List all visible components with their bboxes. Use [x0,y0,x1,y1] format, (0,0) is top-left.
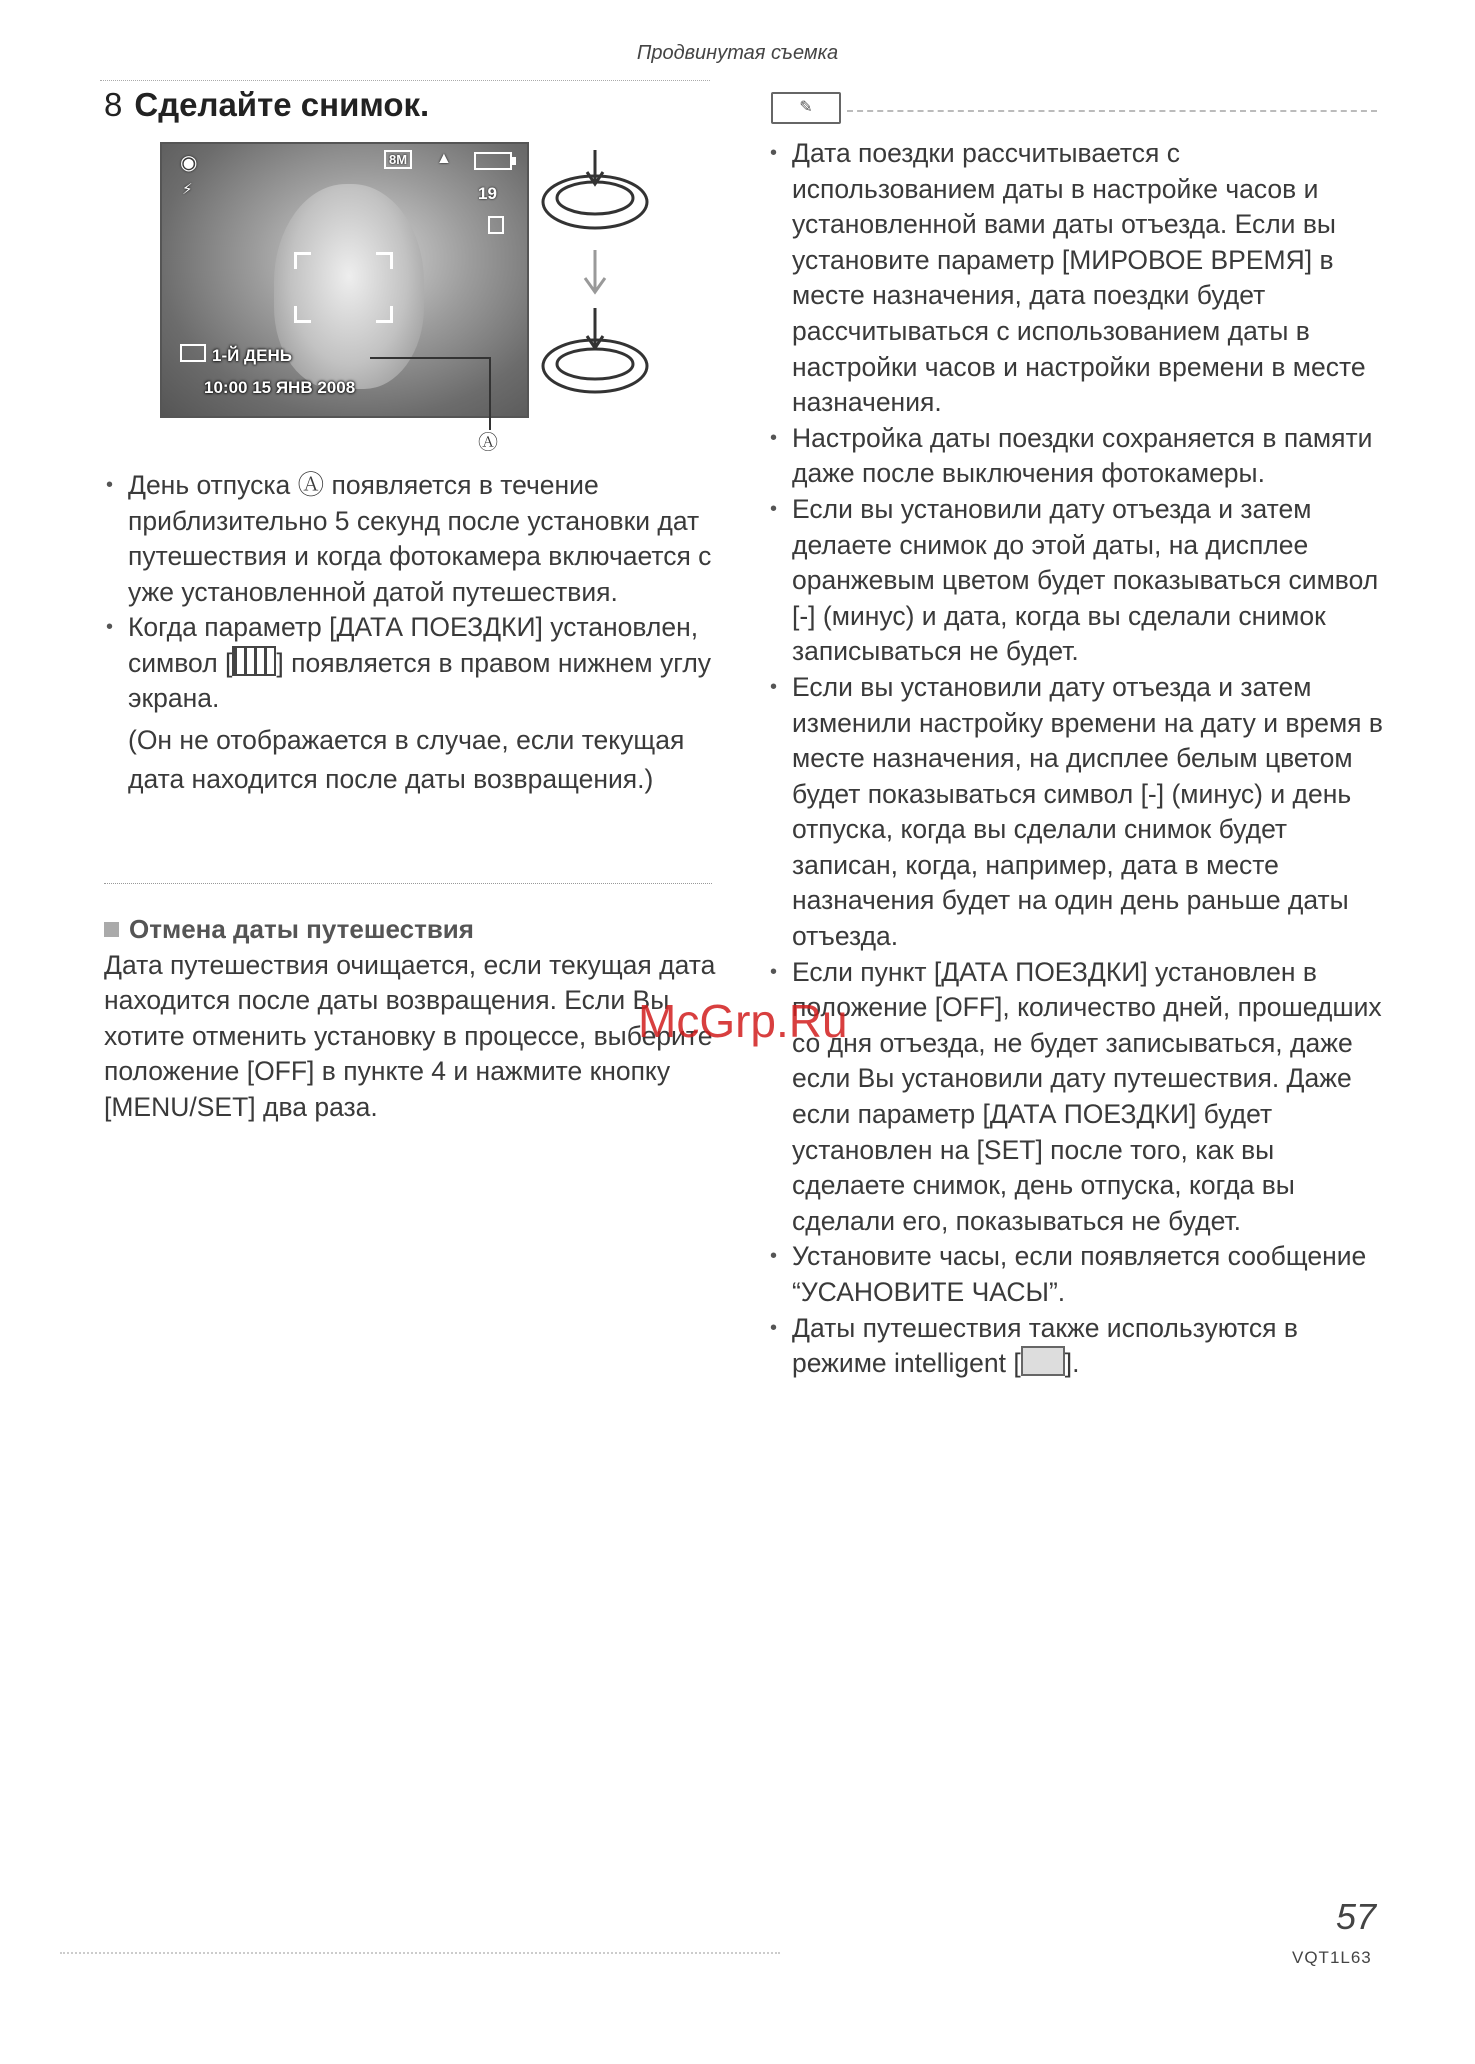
section-heading [104,912,724,948]
note-bullet: • Если пункт [ДАТА ПОЕЗДКИ] установлен в положение [OFF], количество дней, прошедших со дня отъезда, не будет записываться, даже если Вы установили дату путешествия. Даже если параметр [ДАТА ПОЕЗДКИ] будет установлен на [SET] после того, как вы сделаете снимок, день отпуска, когда вы сделали его, показываться не будет. [770,955,1390,1240]
note-text: Даты путешествия также используются в режиме intelligent [ [792,1312,1298,1379]
callout-a-label: Ⓐ [478,432,498,454]
travel-icon [180,344,206,362]
section-heading-text: Отмена даты путешествия [129,914,474,944]
note-bullet: • Дата поездки рассчитывается с использованием даты в настройке часов и установленной вами даты отъезда. Если вы установите параметр [МИРОВОЕ ВРЕМЯ] в месте назначения, дата поездки будет рассчитываться с использованием даты в настройки часов и настройки времени в месте назначения. [770,136,1390,421]
section-divider [104,883,712,884]
note-pencil-icon: ✎ [771,92,841,124]
af-frame-corner [376,306,393,323]
card-icon [488,216,504,234]
step-number: 8 [104,86,123,123]
battery-icon [474,152,512,170]
af-frame-corner [294,306,311,323]
step-title-text: Сделайте снимок. [134,86,430,123]
note-bullet: • Если вы установили дату отъезда и затем изменили настройку времени на дату и время в месте назначения, на дисплее белым цветом будет показываться символ [-] (минус) и день отпуска, когда вы сделали снимок будет записан, когда, например, дата в месте назначения будет на один день раньше даты отъезда. [770,670,1390,955]
note-bullet: • День отпуска Ⓐ появляется в течение приблизительно 5 секунд после установки дат путешествия и когда фотокамера включается с уже установленной датой путешествия. [106,468,726,610]
section-body: Дата путешествия очищается, если текущая дата находится после даты возвращения. Если Вы хотите отменить установку в процессе, выберите положение [OFF] в пункте 4 и нажмите кнопку [MENU/SET] два раза. [104,949,716,1122]
af-frame-corner [294,252,311,269]
note-bullet: • Установите часы, если появляется сообщение “УСАНОВИТЕ ЧАСЫ”. [770,1239,1390,1310]
note-bullet: • Если вы установили дату отъезда и затем делаете снимок до этой даты, на дисплее оранжевым цветом будет показываться символ [-] (минус) и дата, когда вы сделали снимок записываться не будет. [770,492,1390,670]
note-bullet [770,1311,1390,1382]
square-bullet-icon [104,922,119,937]
travel-date-icon [232,646,276,676]
quality-icon: ▲ [436,150,452,167]
cancel-travel-date-section [104,912,724,1125]
travel-day-text: 1-Й ДЕНЬ [212,346,293,365]
note-header [771,92,1377,126]
picture-size-indicator: 8M [384,150,412,169]
mode-icon: ◉ [180,152,198,174]
parenthetical-note: (Он не отображается в случае, если текущая дата находится после даты возвращения.) [128,724,685,794]
right-column-notes [770,136,1390,1382]
header-rule [100,80,710,81]
step-title [104,86,429,124]
scan-artifact [60,1952,780,1954]
note-text: ] появляется в правом нижнем углу экрана. [128,647,712,713]
date-time-overlay: 10:00 15 ЯНВ 2008 [204,378,356,397]
note-bullet: • Настройка даты поездки сохраняется в памяти даже после выключения фотокамеры. [770,421,1390,492]
model-code: VQT1L63 [1292,1948,1372,1967]
travel-day-overlay [180,344,292,366]
note-dashed-rule [847,110,1377,112]
intelligent-auto-icon [1021,1346,1065,1376]
note-text: Когда параметр [ДАТА ПОЕЗДКИ] установлен, символ [ [128,612,699,678]
flash-icon: ⚡ [182,181,193,198]
watermark: McGrp.Ru [638,995,848,1047]
shots-remaining: 19 [478,184,497,203]
note-text: ]. [1064,1348,1080,1379]
left-column [106,468,726,799]
page-number: 57 [1336,1896,1377,1937]
shutter-button-illustration [535,140,665,440]
note-bullet [106,610,726,717]
af-frame-corner [376,252,393,269]
running-header: Продвинутая съемка [636,42,839,64]
